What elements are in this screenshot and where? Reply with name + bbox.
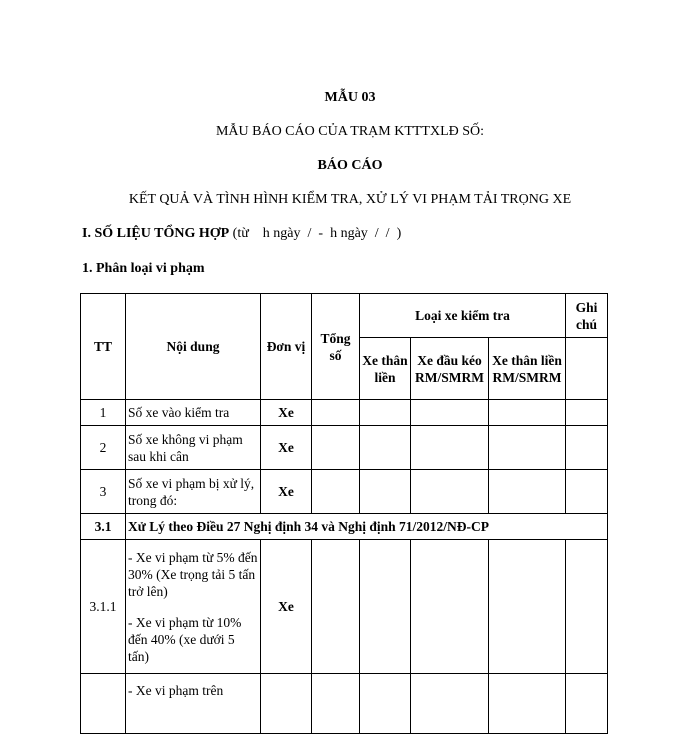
row-unit xyxy=(261,674,312,734)
table-row xyxy=(81,540,608,674)
row-unit: Xe xyxy=(261,400,312,426)
row-unit: Xe xyxy=(261,470,312,514)
cell xyxy=(312,540,360,674)
row-unit: Xe xyxy=(261,540,312,674)
row-unit: Xe xyxy=(261,426,312,470)
header-type-1: Xe thân liền xyxy=(360,338,411,400)
header-type-3: Xe thân liền RM/SMRM xyxy=(489,338,566,400)
row-content-part-a: - Xe vi phạm từ 5% đến 30% (Xe trọng tải 5 tấn trở lên) xyxy=(128,549,258,599)
cell xyxy=(411,426,489,470)
table-row xyxy=(81,674,608,734)
row-content-part-b: - Xe vi phạm từ 10% đến 40% (xe dưới 5 tấn) xyxy=(128,614,242,664)
report-title: BÁO CÁO xyxy=(317,158,383,173)
row-tt: 3 xyxy=(81,470,126,514)
header-total: Tổng số xyxy=(312,294,360,400)
cell xyxy=(360,674,411,734)
section-heading xyxy=(82,226,401,242)
header-tt: TT xyxy=(81,294,126,400)
row-tt: 3.1 xyxy=(81,514,126,540)
section-heading-title: I. SỐ LIỆU TỔNG HỢP xyxy=(82,226,230,241)
cell xyxy=(489,674,566,734)
header-vehicle-types: Loại xe kiểm tra xyxy=(360,294,566,338)
cell xyxy=(312,674,360,734)
cell xyxy=(489,540,566,674)
cell xyxy=(312,470,360,514)
cell xyxy=(566,426,608,470)
cell xyxy=(489,426,566,470)
row-content: Số xe không vi phạm sau khi cân xyxy=(126,426,261,470)
subsection-heading: 1. Phân loại vi phạm xyxy=(82,261,205,276)
cell xyxy=(411,470,489,514)
row-content: Số xe vi phạm bị xử lý, trong đó: xyxy=(126,470,261,514)
cell xyxy=(360,470,411,514)
cell xyxy=(566,470,608,514)
header-note: Ghi chú xyxy=(566,294,608,338)
cell xyxy=(489,400,566,426)
row-tt: 2 xyxy=(81,426,126,470)
table-row xyxy=(81,400,608,426)
form-code: MẪU 03 xyxy=(324,90,376,105)
report-subtitle: KẾT QUẢ VÀ TÌNH HÌNH KIỂM TRA, XỬ LÝ VI PHẠM TẢI TRỌNG XE xyxy=(128,192,572,207)
header-unit: Đơn vị xyxy=(261,294,312,400)
cell xyxy=(566,674,608,734)
cell xyxy=(411,400,489,426)
cell xyxy=(360,400,411,426)
cell xyxy=(360,426,411,470)
cell xyxy=(489,470,566,514)
cell xyxy=(411,540,489,674)
report-header: MẪU BÁO CÁO CỦA TRẠM KTTTXLĐ SỐ: xyxy=(215,124,485,139)
row-content xyxy=(126,540,261,674)
cell xyxy=(411,674,489,734)
violation-table xyxy=(80,293,608,734)
cell xyxy=(360,540,411,674)
table-row xyxy=(81,514,608,540)
row-content: Xử Lý theo Điều 27 Nghị định 34 và Nghị định 71/2012/NĐ-CP xyxy=(126,514,608,540)
table-row xyxy=(81,470,608,514)
cell xyxy=(566,400,608,426)
header-note-blank xyxy=(566,338,608,400)
header-type-2: Xe đầu kéo RM/SMRM xyxy=(411,338,489,400)
cell xyxy=(312,400,360,426)
header-content: Nội dung xyxy=(126,294,261,400)
row-tt: 3.1.1 xyxy=(81,540,126,674)
cell xyxy=(566,540,608,674)
section-heading-period: (từ h ngày / - h ngày / / ) xyxy=(229,226,402,241)
table-row xyxy=(81,426,608,470)
row-content: Số xe vào kiểm tra xyxy=(126,400,261,426)
row-tt xyxy=(81,674,126,734)
row-tt: 1 xyxy=(81,400,126,426)
row-content: - Xe vi phạm trên xyxy=(126,674,261,734)
cell xyxy=(312,426,360,470)
